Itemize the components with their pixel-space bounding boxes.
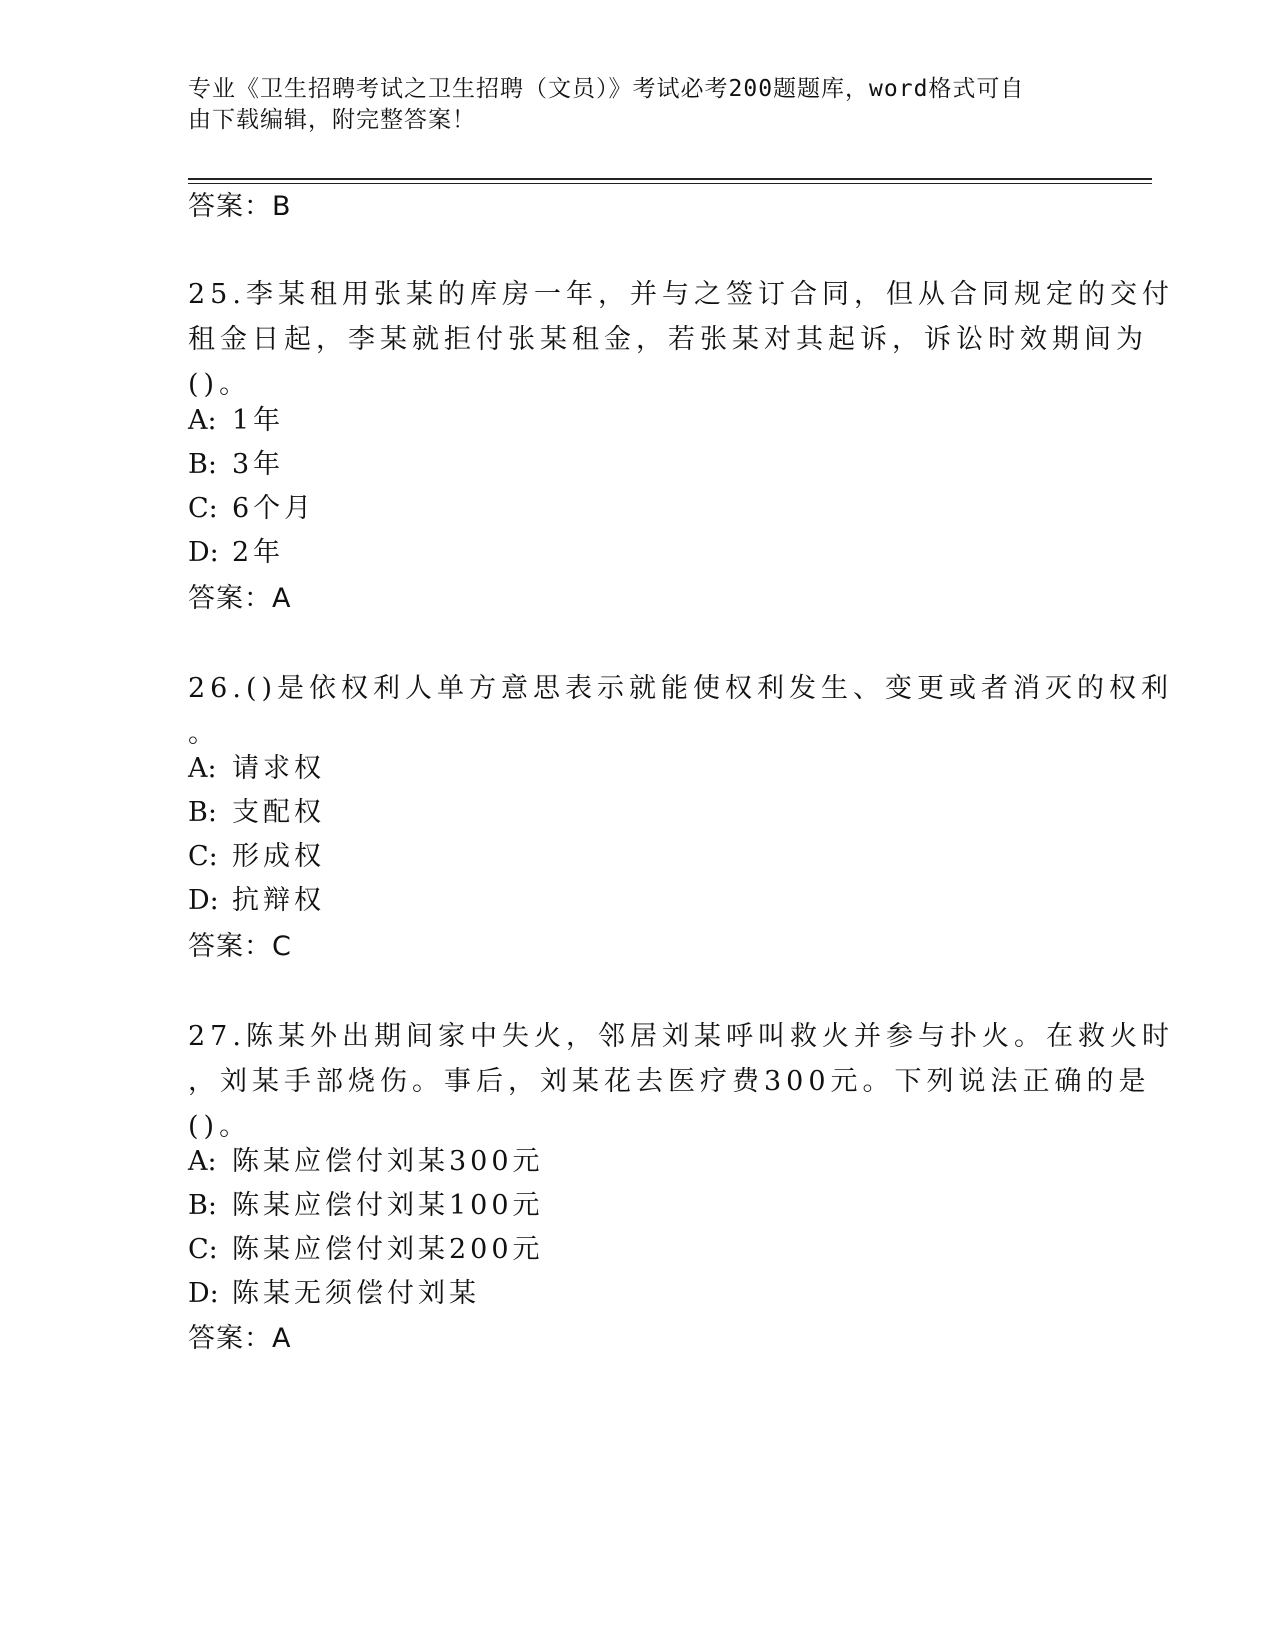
question-line: 。 bbox=[188, 718, 220, 749]
option-letter: D: bbox=[188, 537, 219, 568]
option-letter: C: bbox=[188, 1234, 218, 1265]
option-c bbox=[188, 840, 325, 874]
question-line: 26.()是依权利人单方意思表示就能使权利发生、变更或者消灭的权利 bbox=[188, 673, 1174, 704]
question-line: 27.陈某外出期间家中失火，邻居刘某呼叫救火并参与扑火。在救火时 bbox=[188, 1021, 1174, 1052]
header-line-2: 由下载编辑，附完整答案！ bbox=[188, 107, 476, 133]
question-line: ，刘某手部烧伤。事后，刘某花去医疗费300元。下列说法正确的是 bbox=[188, 1066, 1151, 1097]
question-25 bbox=[188, 272, 1174, 407]
option-text: 请求权 bbox=[232, 753, 325, 784]
header-divider-thin bbox=[188, 183, 1152, 184]
option-text: 形成权 bbox=[232, 841, 325, 872]
option-letter: A: bbox=[188, 1146, 217, 1177]
question-line: 25.李某租用张某的库房一年，并与之签订合同，但从合同规定的交付 bbox=[188, 279, 1174, 310]
option-text: 陈某应偿付刘某300元 bbox=[232, 1146, 544, 1177]
option-c bbox=[188, 492, 315, 526]
option-a bbox=[188, 752, 325, 786]
question-27 bbox=[188, 1014, 1174, 1149]
option-letter: C: bbox=[188, 493, 218, 524]
option-a bbox=[188, 404, 284, 438]
answer-27: 答案：A bbox=[188, 1323, 292, 1354]
option-a bbox=[188, 1145, 544, 1179]
question-line: 租金日起，李某就拒付张某租金，若张某对其起诉，诉讼时效期间为 bbox=[188, 324, 1148, 355]
option-letter: D: bbox=[188, 1278, 219, 1309]
option-letter: B: bbox=[188, 1190, 217, 1221]
question-line: ()。 bbox=[188, 369, 252, 400]
option-d bbox=[188, 1277, 480, 1311]
header-line-1: 专业《卫生招聘考试之卫生招聘（文员）》考试必考200题题库，word格式可自 bbox=[188, 76, 1025, 102]
option-letter: A: bbox=[188, 405, 217, 436]
option-letter: A: bbox=[188, 753, 217, 784]
option-b bbox=[188, 1189, 544, 1223]
option-text: 支配权 bbox=[232, 797, 325, 828]
option-text: 陈某无须偿付刘某 bbox=[232, 1278, 480, 1309]
answer-26: 答案：C bbox=[188, 931, 292, 962]
question-26 bbox=[188, 666, 1174, 756]
option-text: 陈某应偿付刘某100元 bbox=[232, 1190, 544, 1221]
document-header bbox=[188, 74, 1068, 136]
option-letter: D: bbox=[188, 885, 219, 916]
option-b bbox=[188, 796, 325, 830]
option-text: 3年 bbox=[232, 449, 285, 480]
option-text: 1年 bbox=[232, 405, 285, 436]
answer-25: 答案：A bbox=[188, 583, 292, 614]
option-letter: C: bbox=[188, 841, 218, 872]
option-d bbox=[188, 884, 325, 918]
option-d bbox=[188, 536, 284, 570]
question-line: ()。 bbox=[188, 1111, 252, 1142]
header-divider-thick bbox=[188, 178, 1152, 180]
option-c bbox=[188, 1233, 544, 1267]
previous-answer: 答案：B bbox=[188, 191, 292, 222]
option-text: 抗辩权 bbox=[232, 885, 325, 916]
option-text: 陈某应偿付刘某200元 bbox=[232, 1234, 544, 1265]
option-text: 6个月 bbox=[232, 493, 316, 524]
option-text: 2年 bbox=[232, 537, 285, 568]
option-b bbox=[188, 448, 284, 482]
option-letter: B: bbox=[188, 797, 217, 828]
option-letter: B: bbox=[188, 449, 217, 480]
